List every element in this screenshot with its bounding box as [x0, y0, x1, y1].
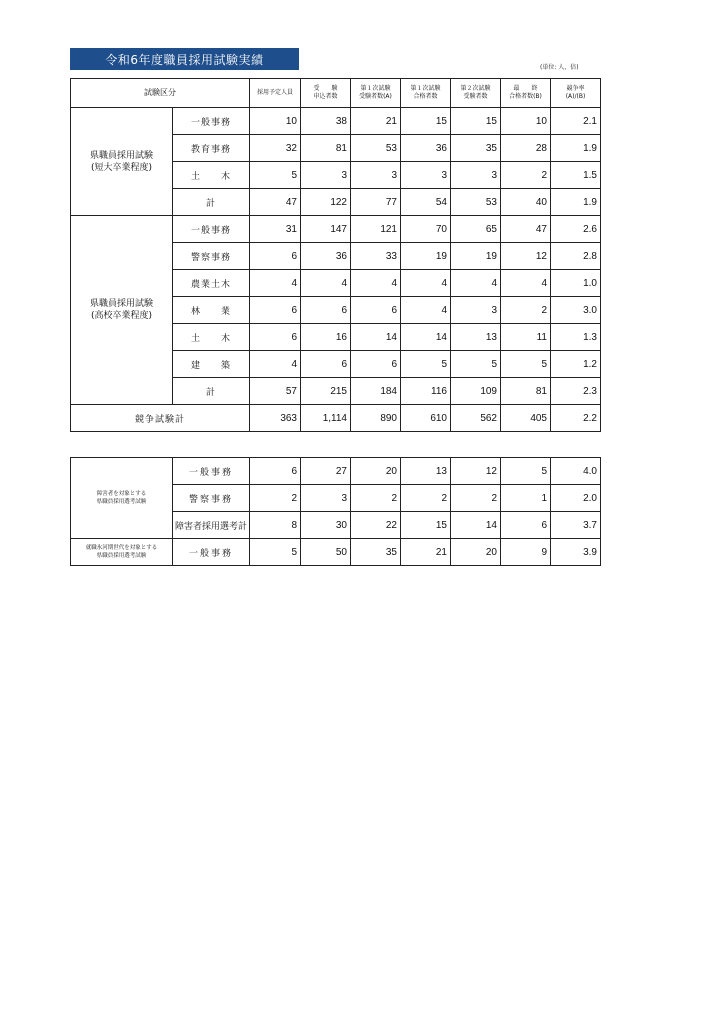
selection-results-table — [70, 457, 601, 566]
cell-final: 9 — [501, 539, 551, 566]
cell-ratio: 1.9 — [551, 135, 601, 162]
page-title: 令和6年度職員採用試験実績 — [70, 48, 299, 70]
cell-applicants: 4 — [301, 270, 351, 297]
cell-applicants: 50 — [301, 539, 351, 566]
cell-ratio: 2.3 — [551, 378, 601, 405]
cell-first-taken: 20 — [351, 458, 401, 485]
cell-first-taken: 21 — [351, 108, 401, 135]
row-label: 教育事務 — [173, 135, 250, 162]
cell-second-taken: 3 — [451, 297, 501, 324]
header-row — [71, 79, 601, 108]
cell-final: 81 — [501, 378, 551, 405]
cell-first-passed: 36 — [401, 135, 451, 162]
cell-ratio: 3.7 — [551, 512, 601, 539]
cell-planned: 31 — [250, 216, 301, 243]
header-planned: 採用予定人員 — [250, 79, 301, 108]
cell-applicants: 1,114 — [301, 405, 351, 432]
cell-first-passed: 2 — [401, 485, 451, 512]
cell-ratio: 1.0 — [551, 270, 601, 297]
cell-second-taken: 3 — [451, 162, 501, 189]
cell-final: 5 — [501, 458, 551, 485]
cell-first-taken: 35 — [351, 539, 401, 566]
cell-second-taken: 65 — [451, 216, 501, 243]
cell-first-passed: 15 — [401, 512, 451, 539]
cell-first-taken: 121 — [351, 216, 401, 243]
cell-applicants: 122 — [301, 189, 351, 216]
cell-final: 40 — [501, 189, 551, 216]
cell-first-passed: 21 — [401, 539, 451, 566]
row-label: 警察事務 — [173, 243, 250, 270]
cell-first-passed: 610 — [401, 405, 451, 432]
cell-first-taken: 22 — [351, 512, 401, 539]
cell-planned: 10 — [250, 108, 301, 135]
cell-first-taken: 6 — [351, 351, 401, 378]
cell-final: 11 — [501, 324, 551, 351]
cell-first-passed: 116 — [401, 378, 451, 405]
cell-planned: 6 — [250, 324, 301, 351]
cell-second-taken: 20 — [451, 539, 501, 566]
cell-first-taken: 14 — [351, 324, 401, 351]
group-label: 就職氷河期世代を対象とする 県職員採用選考試験 — [71, 539, 173, 566]
cell-planned: 47 — [250, 189, 301, 216]
row-label: 一般事務 — [173, 539, 250, 566]
cell-first-passed: 4 — [401, 270, 451, 297]
cell-final: 1 — [501, 485, 551, 512]
cell-ratio: 3.9 — [551, 539, 601, 566]
cell-first-passed: 15 — [401, 108, 451, 135]
header-first-taken: 第１次試験 受験者数(A) — [351, 79, 401, 108]
cell-final: 405 — [501, 405, 551, 432]
cell-applicants: 147 — [301, 216, 351, 243]
cell-first-passed: 3 — [401, 162, 451, 189]
row-label: 一般事務 — [173, 458, 250, 485]
cell-second-taken: 53 — [451, 189, 501, 216]
cell-ratio: 2.1 — [551, 108, 601, 135]
table-row — [71, 108, 601, 135]
grand-total-row — [71, 405, 601, 432]
cell-second-taken: 14 — [451, 512, 501, 539]
cell-second-taken: 109 — [451, 378, 501, 405]
results-table — [70, 78, 601, 432]
cell-applicants: 215 — [301, 378, 351, 405]
cell-ratio: 2.0 — [551, 485, 601, 512]
cell-ratio: 1.9 — [551, 189, 601, 216]
cell-second-taken: 562 — [451, 405, 501, 432]
row-label: 一般事務 — [173, 216, 250, 243]
table-row — [71, 216, 601, 243]
cell-second-taken: 5 — [451, 351, 501, 378]
cell-final: 5 — [501, 351, 551, 378]
cell-applicants: 6 — [301, 351, 351, 378]
row-label: 林 業 — [173, 297, 250, 324]
cell-first-taken: 33 — [351, 243, 401, 270]
cell-planned: 4 — [250, 270, 301, 297]
cell-ratio: 2.6 — [551, 216, 601, 243]
cell-planned: 5 — [250, 162, 301, 189]
grand-total-label: 競争試験計 — [71, 405, 250, 432]
cell-first-passed: 70 — [401, 216, 451, 243]
cell-second-taken: 15 — [451, 108, 501, 135]
cell-planned: 363 — [250, 405, 301, 432]
cell-planned: 8 — [250, 512, 301, 539]
cell-second-taken: 4 — [451, 270, 501, 297]
row-label: 計 — [173, 189, 250, 216]
cell-ratio: 1.5 — [551, 162, 601, 189]
header-final: 最 終 合格者数(B) — [501, 79, 551, 108]
cell-applicants: 36 — [301, 243, 351, 270]
cell-final: 4 — [501, 270, 551, 297]
cell-final: 2 — [501, 162, 551, 189]
row-label: 障害者採用選考計 — [173, 512, 250, 539]
cell-applicants: 16 — [301, 324, 351, 351]
cell-first-passed: 19 — [401, 243, 451, 270]
group-label: 県職員採用試験 (短大卒業程度) — [71, 108, 173, 216]
cell-planned: 5 — [250, 539, 301, 566]
cell-final: 6 — [501, 512, 551, 539]
cell-applicants: 81 — [301, 135, 351, 162]
group-label: 障害者を対象とする 県職員採用選考試験 — [71, 458, 173, 539]
cell-first-passed: 4 — [401, 297, 451, 324]
cell-final: 47 — [501, 216, 551, 243]
cell-first-taken: 2 — [351, 485, 401, 512]
header-second-taken: 第２次試験 受験者数 — [451, 79, 501, 108]
cell-planned: 32 — [250, 135, 301, 162]
cell-applicants: 27 — [301, 458, 351, 485]
cell-ratio: 2.2 — [551, 405, 601, 432]
cell-applicants: 30 — [301, 512, 351, 539]
cell-first-passed: 5 — [401, 351, 451, 378]
unit-note: (単位: 人、倍) — [540, 64, 579, 71]
cell-first-passed: 14 — [401, 324, 451, 351]
cell-planned: 6 — [250, 297, 301, 324]
cell-first-taken: 6 — [351, 297, 401, 324]
cell-planned: 6 — [250, 243, 301, 270]
cell-ratio: 4.0 — [551, 458, 601, 485]
cell-final: 10 — [501, 108, 551, 135]
group-label: 県職員採用試験 (高校卒業程度) — [71, 216, 173, 405]
cell-ratio: 1.2 — [551, 351, 601, 378]
row-label: 農業土木 — [173, 270, 250, 297]
cell-first-taken: 77 — [351, 189, 401, 216]
cell-planned: 57 — [250, 378, 301, 405]
cell-second-taken: 12 — [451, 458, 501, 485]
row-label: 計 — [173, 378, 250, 405]
cell-first-passed: 54 — [401, 189, 451, 216]
cell-first-taken: 184 — [351, 378, 401, 405]
table-row — [71, 458, 601, 485]
cell-applicants: 3 — [301, 162, 351, 189]
cell-first-taken: 4 — [351, 270, 401, 297]
header-category: 試験区分 — [71, 79, 250, 108]
cell-second-taken: 19 — [451, 243, 501, 270]
row-label: 土 木 — [173, 324, 250, 351]
cell-applicants: 3 — [301, 485, 351, 512]
cell-ratio: 3.0 — [551, 297, 601, 324]
header-first-passed: 第１次試験 合格者数 — [401, 79, 451, 108]
cell-applicants: 38 — [301, 108, 351, 135]
cell-planned: 4 — [250, 351, 301, 378]
header-applicants: 受 験 申込者数 — [301, 79, 351, 108]
cell-final: 2 — [501, 297, 551, 324]
table-row — [71, 539, 601, 566]
cell-planned: 2 — [250, 485, 301, 512]
header-ratio: 競争率 (A)/(B) — [551, 79, 601, 108]
cell-final: 28 — [501, 135, 551, 162]
cell-final: 12 — [501, 243, 551, 270]
cell-first-taken: 890 — [351, 405, 401, 432]
cell-first-passed: 13 — [401, 458, 451, 485]
row-label: 一般事務 — [173, 108, 250, 135]
row-label: 建 築 — [173, 351, 250, 378]
cell-first-taken: 3 — [351, 162, 401, 189]
cell-first-taken: 53 — [351, 135, 401, 162]
row-label: 警察事務 — [173, 485, 250, 512]
cell-second-taken: 35 — [451, 135, 501, 162]
cell-second-taken: 13 — [451, 324, 501, 351]
cell-ratio: 1.3 — [551, 324, 601, 351]
cell-planned: 6 — [250, 458, 301, 485]
cell-ratio: 2.8 — [551, 243, 601, 270]
row-label: 土 木 — [173, 162, 250, 189]
cell-second-taken: 2 — [451, 485, 501, 512]
cell-applicants: 6 — [301, 297, 351, 324]
